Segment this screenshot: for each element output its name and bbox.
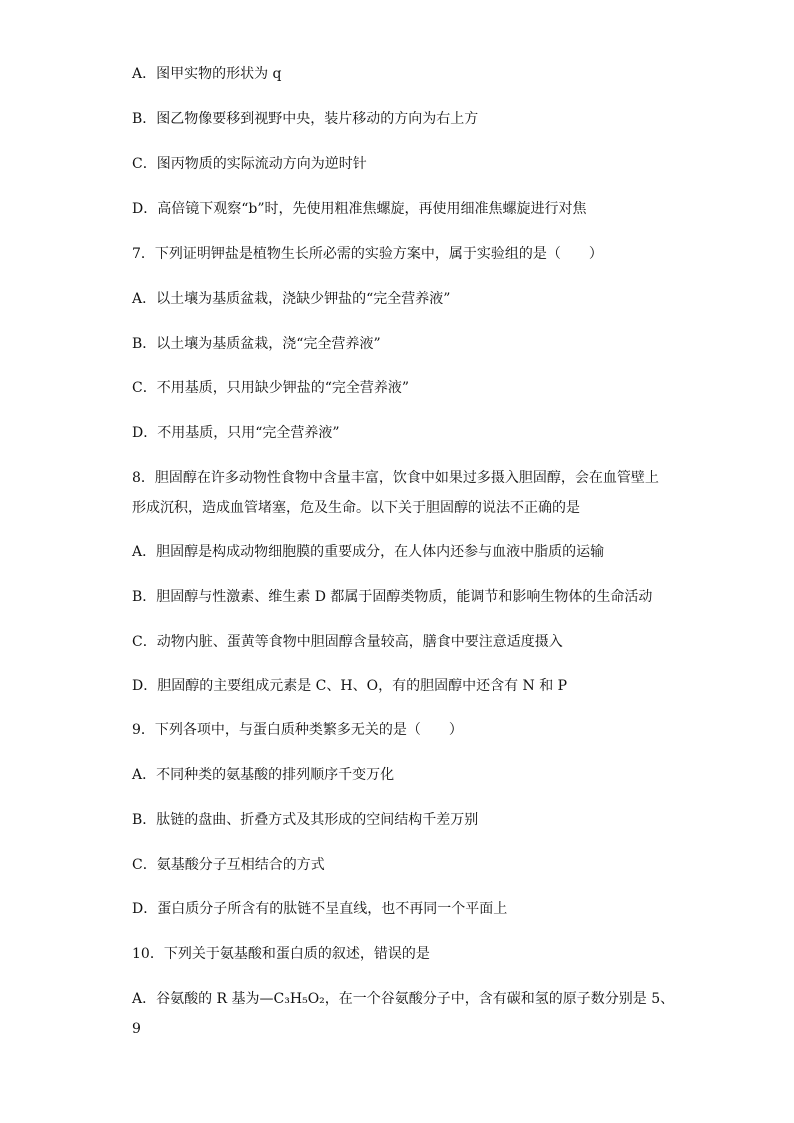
q8-stem-line2: 形成沉积，造成血管堵塞，危及生命。以下关于胆固醇的说法不正确的是 [132,500,580,516]
q8-option-d: D．胆固醇的主要组成元素是 C、H、O，有的胆固醇中还含有 N 和 P [132,678,568,694]
q7-option-a: A．以土壤为基质盆栽，浇缺少钾盐的“完全营养液” [132,291,451,307]
q7-option-b: B．以土壤为基质盆栽，浇“完全营养液” [132,336,381,352]
q9-option-b: B．肽链的盘曲、折叠方式及其形成的空间结构千差万别 [132,812,479,828]
q9-option-c: C．氨基酸分子互相结合的方式 [132,857,325,873]
q8-option-b: B．胆固醇与性激素、维生素 D 都属于固醇类物质，能调节和影响生物体的生命活动 [132,589,653,605]
q10-option-a-line1: A．谷氨酸的 R 基为—C₃H₅O₂，在一个谷氨酸分子中，含有碳和氢的原子数分别是 5、 [132,991,675,1007]
q9-option-d: D．蛋白质分子所含有的肽链不呈直线，也不再同一个平面上 [132,901,508,917]
q9-stem: 9．下列各项中，与蛋白质种类繁多无关的是（ ） [132,722,463,738]
q8-option-c: C．动物内脏、蛋黄等食物中胆固醇含量较高，膳食中要注意适度摄入 [132,634,563,650]
q8-stem-line1: 8．胆固醇在许多动物性食物中含量丰富，饮食中如果过多摄入胆固醇，会在血管壁上 [132,470,659,486]
q7-option-d: D．不用基质，只用“完全营养液” [132,425,340,441]
q7-stem: 7．下列证明钾盐是植物生长所必需的实验方案中，属于实验组的是（ ） [132,246,603,262]
q6-option-d: D．高倍镜下观察“b”时，先使用粗准焦螺旋，再使用细准焦螺旋进行对焦 [132,201,587,217]
q6-option-a: A．图甲实物的形状为 q [132,66,282,82]
q10-stem: 10．下列关于氨基酸和蛋白质的叙述，错误的是 [132,946,430,962]
q10-option-a-line2: 9 [132,1021,141,1037]
q7-option-c: C．不用基质，只用缺少钾盐的“完全营养液” [132,380,410,396]
q6-option-c: C．图丙物质的实际流动方向为逆时针 [132,156,367,172]
q9-option-a: A．不同种类的氨基酸的排列顺序千变万化 [132,767,395,783]
q8-option-a: A．胆固醇是构成动物细胞膜的重要成分，在人体内还参与血液中脂质的运输 [132,544,605,560]
q6-option-b: B．图乙物像要移到视野中央，装片移动的方向为右上方 [132,111,479,127]
